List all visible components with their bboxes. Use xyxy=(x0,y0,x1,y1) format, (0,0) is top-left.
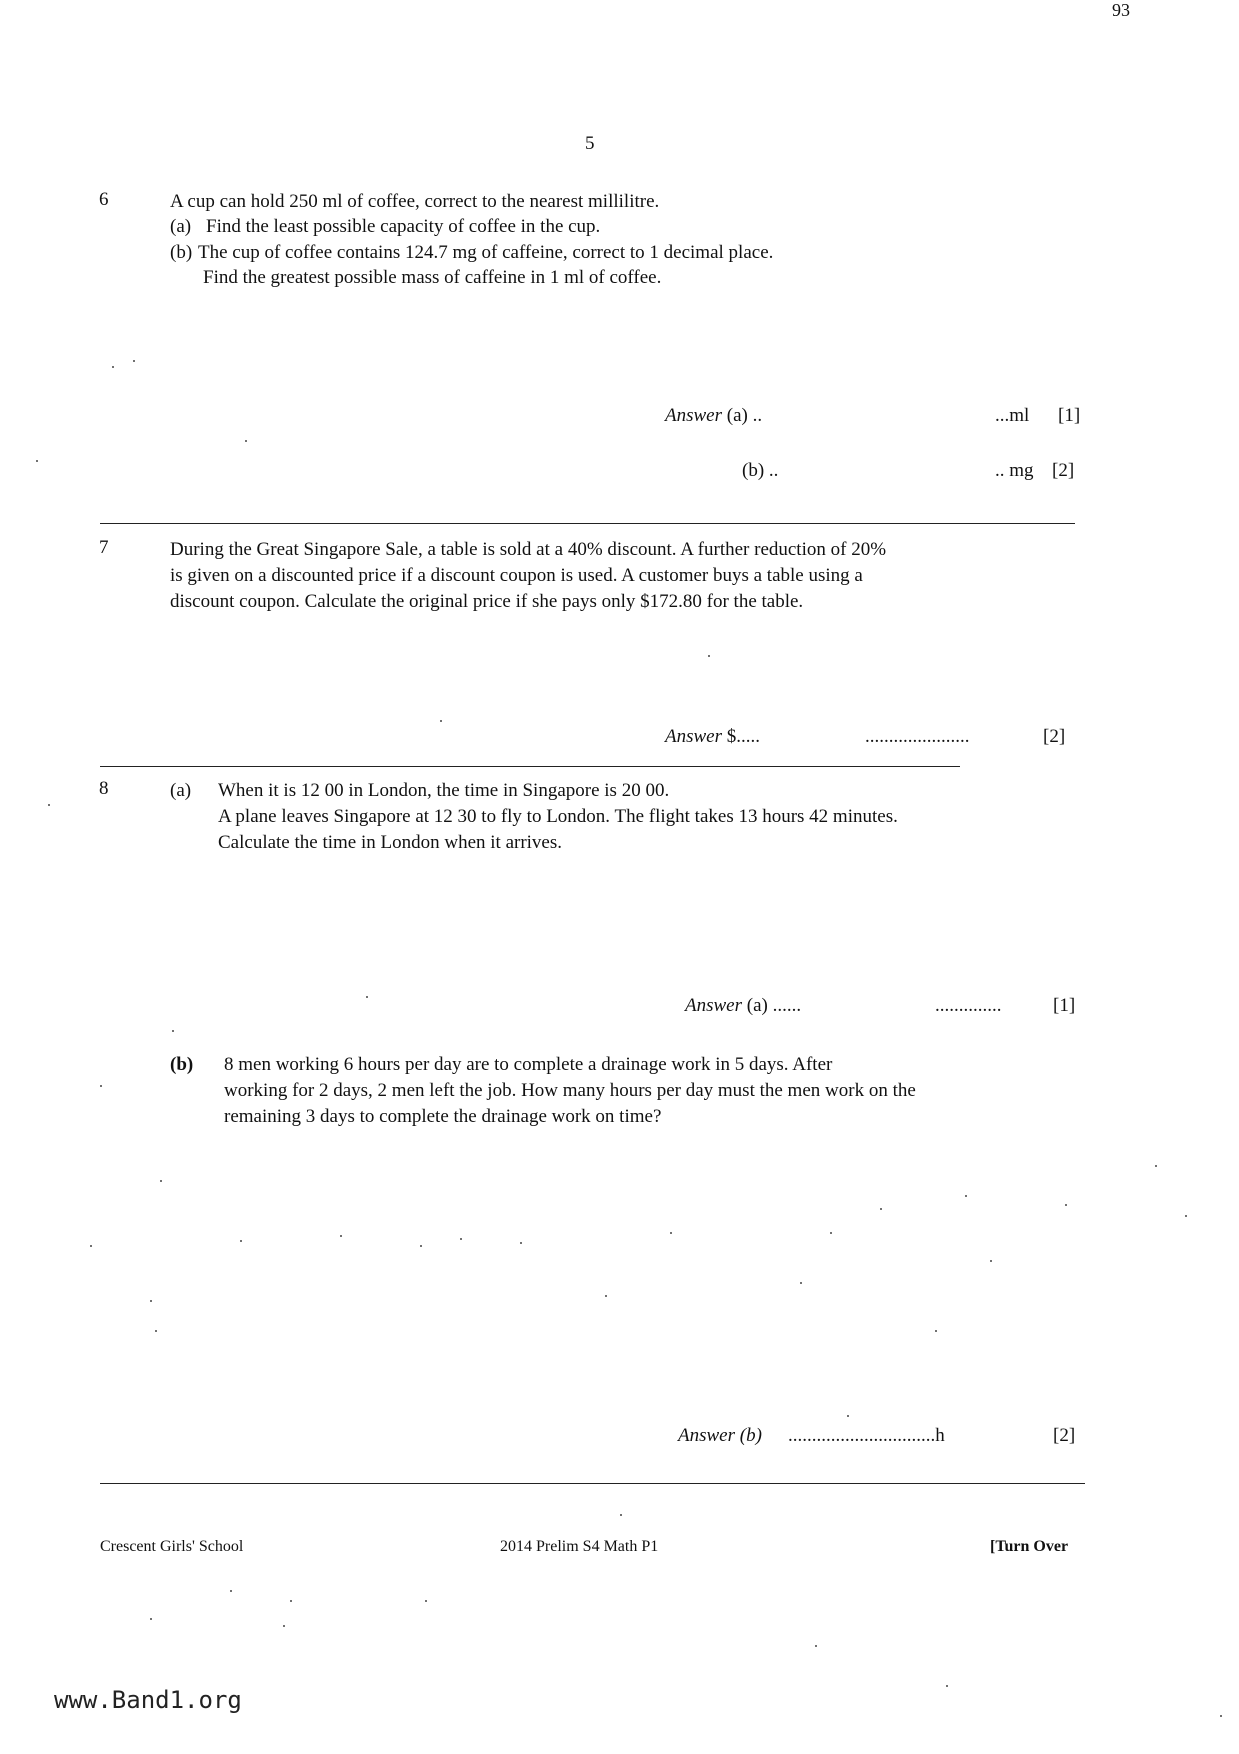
answer-b-dots: ...............................h xyxy=(788,1425,945,1446)
part-b-label: (b) xyxy=(170,1054,194,1075)
answer-a-marks: [1] xyxy=(1058,405,1081,426)
scan-speck xyxy=(440,720,442,722)
question-number: 6 xyxy=(99,189,109,210)
scan-speck xyxy=(150,1618,152,1620)
scan-speck xyxy=(670,1232,672,1234)
part-b-line-2: working for 2 days, 2 men left the job. How many hours per day must the men work on the xyxy=(224,1080,916,1101)
answer-a-line xyxy=(685,995,801,1017)
part-a-line-3: Calculate the time in London when it arrives. xyxy=(218,832,563,853)
answer-a-dots: .............. xyxy=(935,995,1002,1016)
scan-speck xyxy=(708,655,710,657)
watermark: www.Band1.org xyxy=(54,1686,242,1714)
part-a-text: Find the least possible capacity of coffee in the cup. xyxy=(206,216,601,237)
scan-speck xyxy=(290,1600,292,1602)
scan-speck xyxy=(946,1685,948,1687)
scan-speck xyxy=(830,1232,832,1234)
footer-school: Crescent Girls' School xyxy=(100,1538,244,1555)
scan-speck xyxy=(112,366,114,368)
scan-speck xyxy=(520,1242,522,1244)
separator-rule xyxy=(100,523,1075,524)
answer-b-marks: [2] xyxy=(1053,1425,1076,1446)
scan-speck xyxy=(620,1514,622,1516)
question-text-line-3: discount coupon. Calculate the original price if she pays only $172.80 for the table. xyxy=(170,591,804,612)
answer-b-line xyxy=(678,1425,762,1447)
part-a-label: (a) xyxy=(170,216,192,237)
answer-marks: [2] xyxy=(1043,726,1066,747)
answer-dots: ...................... xyxy=(865,726,970,747)
scan-speck xyxy=(150,1300,152,1302)
part-b-text-line-1: The cup of coffee contains 124.7 mg of caffeine, correct to 1 decimal place. xyxy=(198,242,774,263)
part-a-label: (a) xyxy=(170,780,192,801)
answer-a-unit: ...ml xyxy=(995,405,1030,426)
scan-speck xyxy=(366,996,368,998)
scan-speck xyxy=(935,1330,937,1332)
scan-speck xyxy=(1065,1204,1067,1206)
answer-label: Answer xyxy=(685,995,742,1016)
answer-b-marks: [2] xyxy=(1052,460,1075,481)
question-number: 7 xyxy=(99,537,109,558)
scan-speck xyxy=(1220,1715,1222,1717)
answer-currency: $..... xyxy=(726,726,760,747)
scan-speck xyxy=(420,1245,422,1247)
part-a-line-1: When it is 12 00 in London, the time in Singapore is 20 00. xyxy=(218,780,670,801)
scan-speck xyxy=(800,1282,802,1284)
scan-speck xyxy=(990,1260,992,1262)
part-b-label: (b) xyxy=(170,242,193,263)
scan-speck xyxy=(48,804,50,806)
part-b-line-3: remaining 3 days to complete the drainage work on time? xyxy=(224,1106,662,1127)
part-b-text-line-2: Find the greatest possible mass of caffeine in 1 ml of coffee. xyxy=(203,267,662,288)
scan-speck xyxy=(425,1600,427,1602)
scan-speck xyxy=(90,1245,92,1247)
scan-speck xyxy=(847,1415,849,1417)
scan-speck xyxy=(605,1295,607,1297)
footer-turn-over: [Turn Over xyxy=(990,1538,1069,1555)
question-number: 8 xyxy=(99,778,109,799)
question-text-line-2: is given on a discounted price if a discount coupon is used. A customer buys a table using a xyxy=(170,565,863,586)
scan-speck xyxy=(880,1208,882,1210)
scan-speck xyxy=(283,1625,285,1627)
scan-speck xyxy=(965,1195,967,1197)
answer-part-label: (b) xyxy=(739,1425,762,1446)
scan-speck xyxy=(100,1085,102,1087)
question-stem: A cup can hold 250 ml of coffee, correct to the nearest millilitre. xyxy=(170,191,660,212)
scan-speck xyxy=(340,1235,342,1237)
corner-page-number: 93 xyxy=(1112,0,1130,20)
answer-label: Answer xyxy=(665,405,722,426)
scan-speck xyxy=(1185,1215,1187,1217)
scan-speck xyxy=(815,1645,817,1647)
separator-rule xyxy=(100,766,960,767)
page-number: 5 xyxy=(585,133,595,154)
answer-line xyxy=(665,726,760,748)
answer-b-unit: .. mg xyxy=(995,460,1034,481)
scan-speck xyxy=(460,1238,462,1240)
answer-a-line xyxy=(665,405,762,427)
answer-b-part-label: (b) .. xyxy=(742,460,779,481)
separator-rule xyxy=(100,1483,1085,1484)
scan-speck xyxy=(155,1330,157,1332)
scan-speck xyxy=(230,1590,232,1592)
answer-part-label: (a) ...... xyxy=(746,995,802,1016)
footer-paper: 2014 Prelim S4 Math P1 xyxy=(500,1538,659,1555)
scan-speck xyxy=(240,1240,242,1242)
scan-speck xyxy=(160,1180,162,1182)
scan-speck xyxy=(172,1030,174,1032)
scan-speck xyxy=(1155,1165,1157,1167)
answer-a-marks: [1] xyxy=(1053,995,1076,1016)
part-a-line-2: A plane leaves Singapore at 12 30 to fly to London. The flight takes 13 hours 42 minutes. xyxy=(218,806,898,827)
part-b-line-1: 8 men working 6 hours per day are to complete a drainage work in 5 days. After xyxy=(224,1054,833,1075)
scan-speck xyxy=(245,440,247,442)
answer-label: Answer xyxy=(665,726,722,747)
question-text-line-1: During the Great Singapore Sale, a table is sold at a 40% discount. A further reduction of 20% xyxy=(170,539,887,560)
answer-label: Answer xyxy=(678,1425,735,1446)
scan-speck xyxy=(133,360,135,362)
scan-speck xyxy=(36,460,38,462)
answer-part-label: (a) .. xyxy=(726,405,763,426)
